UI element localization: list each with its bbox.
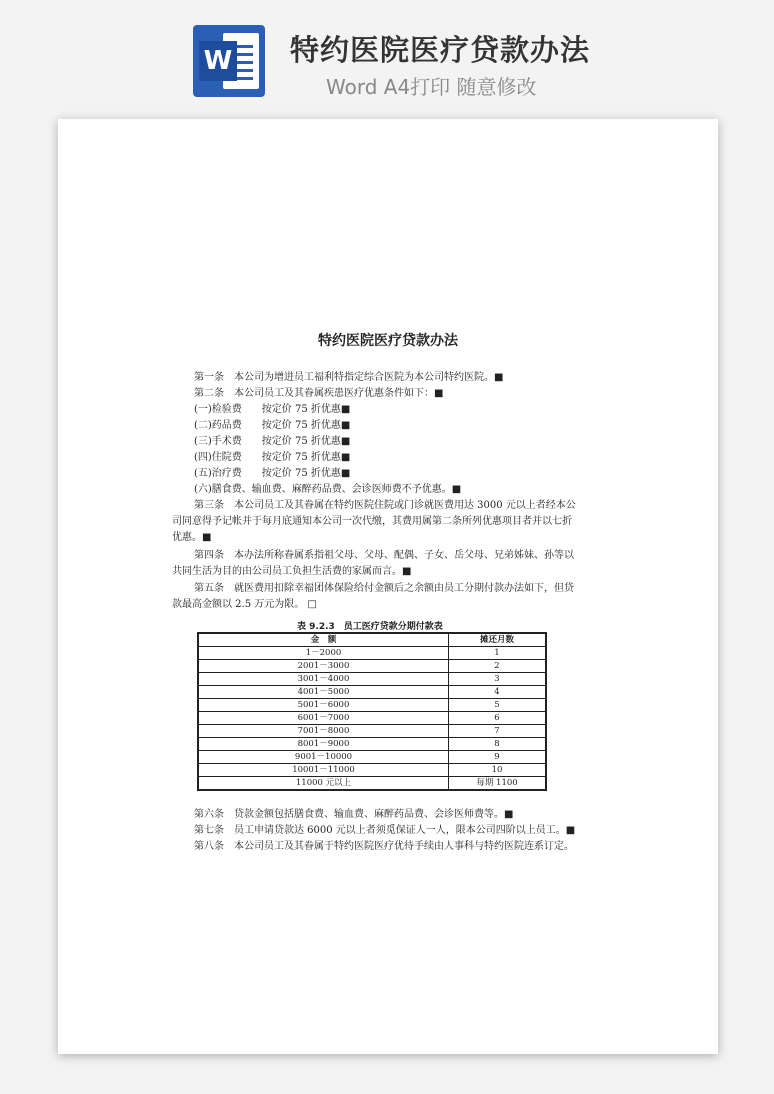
months-cell: 9 [449, 751, 547, 764]
article-4-line-2: 共同生活为目的由公司员工负担生活费的家属而言。■ [172, 566, 412, 577]
article-3-line-2: 司同意得予记帐并于每月底通知本公司一次代缴，其费用属第二条所列优惠项目者并以七折 [172, 516, 572, 527]
word-letter: W [199, 41, 237, 81]
article-6: 第六条 贷款金额包括膳食费、输血费、麻醉药品费、会诊医师费等。■ [194, 809, 514, 820]
table-row [198, 751, 546, 764]
table-row [198, 738, 546, 751]
table-row [198, 777, 546, 791]
months-cell: 4 [449, 686, 547, 699]
amount-cell: 8001－9000 [198, 738, 449, 751]
amount-cell: 2001－3000 [198, 660, 449, 673]
banner [0, 0, 774, 110]
article-3-line-1: 第三条 本公司员工及其眷属在特约医院住院或门诊就医费用达 3000 元以上者经本公 [194, 500, 576, 511]
doc-line: (二)药品费 按定价 75 折优惠■ [194, 420, 351, 431]
months-cell: 5 [449, 699, 547, 712]
banner-subtitle: Word A4打印 随意修改 [326, 75, 537, 99]
table-row [198, 660, 546, 673]
amount-cell: 11000 元以上 [198, 777, 449, 791]
document-page [58, 119, 718, 1054]
document-title: 特约医院医疗贷款办法 [318, 333, 458, 349]
amount-cell: 5001－6000 [198, 699, 449, 712]
amount-cell: 7001－8000 [198, 725, 449, 738]
table-row [198, 712, 546, 725]
amount-cell: 1－2000 [198, 647, 449, 660]
checkbox-mark: □ [307, 599, 317, 610]
amount-cell: 9001－10000 [198, 751, 449, 764]
months-cell: 7 [449, 725, 547, 738]
months-cell: 10 [449, 764, 547, 777]
article-5-line-1: 第五条 就医费用扣除幸福团体保险给付金额后之余额由员工分期付款办法如下，但贷 [194, 583, 574, 594]
months-cell: 每期 1100 [449, 777, 547, 791]
doc-line: (六)膳食费、输血费、麻醉药品费、会诊医师费不予优惠。■ [194, 484, 462, 495]
article-4-line-1: 第四条 本办法所称眷属系指祖父母、父母、配偶、子女、岳父母、兄弟姊妹、孙等以 [194, 550, 574, 561]
months-cell: 8 [449, 738, 547, 751]
months-cell: 3 [449, 673, 547, 686]
header-amount: 金 额 [198, 633, 449, 647]
article-8: 第八条 本公司员工及其眷属于特约医院医疗优待手续由人事科与特约医院连系订定。 [194, 841, 574, 852]
table-row [198, 673, 546, 686]
article-5-line-2: 款最高金额以 2.5 万元为限。 □ [172, 599, 317, 610]
installment-table [197, 632, 547, 791]
word-doc-icon [193, 25, 265, 97]
table-row [198, 686, 546, 699]
doc-line: 第二条 本公司员工及其眷属疾患医疗优惠条件如下：■ [194, 388, 444, 399]
article-3-line-3: 优惠。■ [172, 532, 212, 543]
amount-cell: 3001－4000 [198, 673, 449, 686]
article-7: 第七条 员工申请贷款达 6000 元以上者须觅保证人一人，限本公司四阶以上员工。■ [194, 825, 576, 836]
table-row [198, 647, 546, 660]
amount-cell: 10001－11000 [198, 764, 449, 777]
banner-title: 特约医院医疗贷款办法 [290, 33, 591, 67]
doc-line: (四)住院费 按定价 75 折优惠■ [194, 452, 351, 463]
table-row [198, 699, 546, 712]
months-cell: 1 [449, 647, 547, 660]
amount-cell: 6001－7000 [198, 712, 449, 725]
months-cell: 2 [449, 660, 547, 673]
amount-cell: 4001－5000 [198, 686, 449, 699]
table-caption: 表 9.2.3 员工医疗贷款分期付款表 [297, 622, 443, 632]
table-header-row [198, 633, 546, 647]
header-months: 摊还月数 [449, 633, 547, 647]
months-cell: 6 [449, 712, 547, 725]
doc-line: 第一条 本公司为增进员工福利特指定综合医院为本公司特约医院。■ [194, 372, 504, 383]
table-row [198, 725, 546, 738]
doc-line: (五)治疗费 按定价 75 折优惠■ [194, 468, 351, 479]
doc-line: (一)检验费 按定价 75 折优惠■ [194, 404, 351, 415]
doc-line: (三)手术费 按定价 75 折优惠■ [194, 436, 351, 447]
table-row [198, 764, 546, 777]
